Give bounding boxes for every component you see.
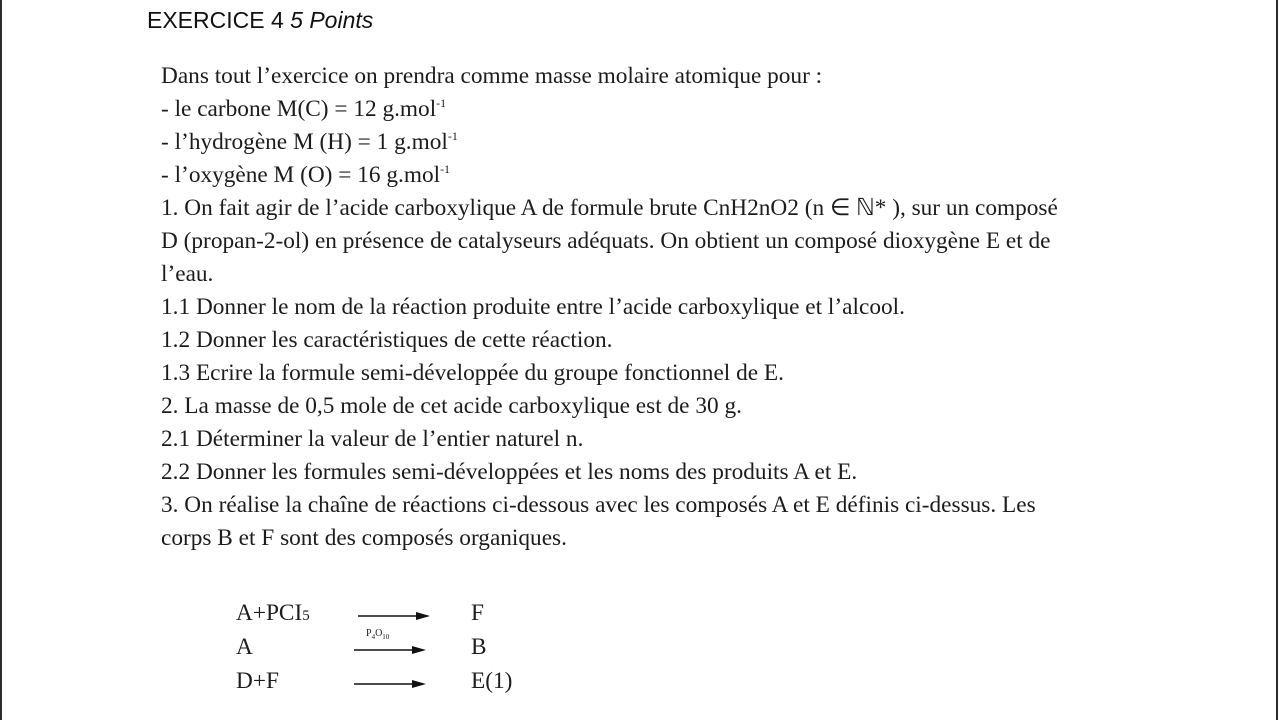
condition-o-sub: 10: [382, 633, 390, 641]
oxygen-mass-text: - l’oxygène M (O) = 16 g.mol: [161, 162, 441, 188]
hydrogen-mass-line: [161, 126, 1221, 159]
unit-exponent: -1: [447, 129, 458, 143]
exercise-title: EXERCICE 4: [147, 7, 284, 33]
question-3-line-1: 3. On réalise la chaîne de réactions ci-dessous avec les composés A et E définis ci-dessus. Les: [161, 492, 1036, 518]
question-1-line-1: 1. On fait agir de l’acide carboxylique A de formule brute CnH2nO2 (n ∈ ℕ* ), sur un composé: [161, 195, 1058, 221]
question-1-3: 1.3 Ecrire la formule semi-développée du groupe fonctionnel de E.: [161, 360, 784, 386]
exercise-heading: [147, 7, 373, 34]
hydrogen-mass-text: - l’hydrogène M (H) = 1 g.mol: [161, 129, 448, 155]
reaction-arrow-icon: [354, 640, 434, 660]
condition-p: P: [366, 628, 372, 639]
carbon-mass-text: - le carbone M(C) = 12 g.mol: [161, 96, 437, 122]
reactant-subscript: 5: [302, 608, 310, 624]
unit-exponent: -1: [440, 162, 451, 176]
question-2: 2. La masse de 0,5 mole de cet acide carboxylique est de 30 g.: [161, 393, 742, 419]
carbon-mass-line: [161, 93, 1221, 126]
reaction-reactant: A: [236, 634, 253, 660]
question-1-line-2: D (propan-2-ol) en présence de catalyseurs adéquats. On obtient un composé dioxygène E et de: [161, 228, 1051, 254]
condition-p-sub: 4: [371, 633, 376, 641]
reaction-reactant: D+F: [236, 668, 279, 694]
reaction-reactant: [236, 600, 310, 627]
exercise-body: [161, 60, 1221, 555]
reaction-product: B: [471, 634, 487, 660]
intro-line: Dans tout l’exercice on prendra comme masse molaire atomique pour :: [161, 63, 823, 89]
reaction-row: [236, 600, 556, 634]
condition-o: O: [375, 628, 383, 639]
question-1-1: 1.1 Donner le nom de la réaction produite entre l’acide carboxylique et l’alcool.: [161, 294, 905, 320]
reaction-scheme: [236, 600, 556, 702]
reaction-product: F: [471, 600, 484, 626]
question-3-line-2: corps B et F sont des composés organiques.: [161, 525, 567, 551]
unit-exponent: -1: [436, 96, 447, 110]
reaction-arrow-icon: [354, 606, 434, 626]
reaction-arrow-icon: [354, 674, 434, 694]
reaction-row: [236, 628, 556, 668]
reaction-row: [236, 668, 556, 702]
reaction-product: E(1): [471, 668, 513, 694]
reactant-text: A+PCI: [236, 600, 303, 626]
question-2-1: 2.1 Déterminer la valeur de l’entier naturel n.: [161, 426, 584, 452]
oxygen-mass-line: [161, 159, 1221, 192]
question-1-2: 1.2 Donner les caractéristiques de cette réaction.: [161, 327, 613, 353]
exercise-points: 5 Points: [290, 7, 374, 33]
question-2-2: 2.2 Donner les formules semi-développées et les noms des produits A et E.: [161, 459, 858, 485]
question-1-line-3: l’eau.: [161, 261, 214, 287]
